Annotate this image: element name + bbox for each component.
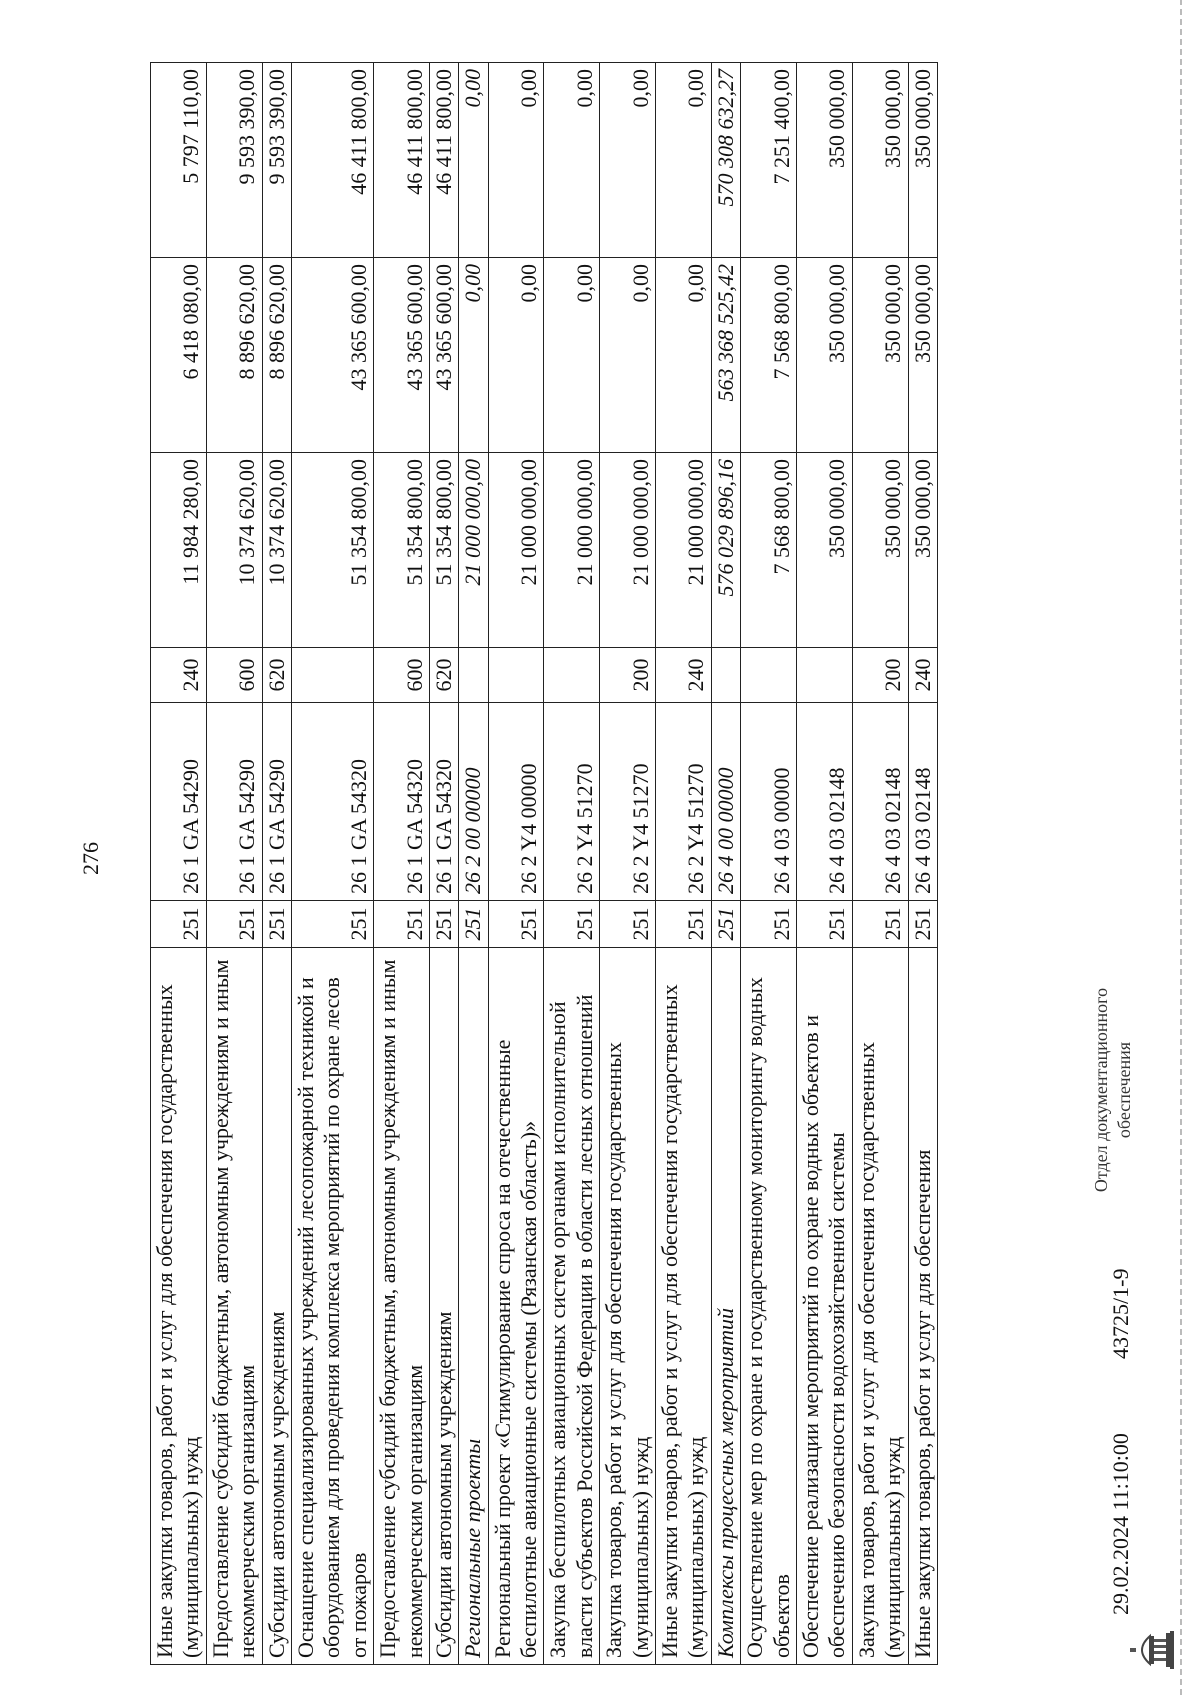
row-code-cell: 251 (711, 901, 740, 948)
footer-code: 43725/1-9 (1108, 1268, 1133, 1359)
row-expense-type-cell (796, 648, 852, 703)
row-target-article-cell: 26 1 GA 54320 (291, 703, 373, 901)
table-row (151, 63, 207, 1665)
row-code-cell: 251 (429, 901, 458, 948)
row-target-article-cell: 26 4 03 02148 (908, 703, 937, 901)
table-row (291, 63, 373, 1665)
row-expense-type-cell (459, 648, 488, 703)
row-target-article-cell: 26 1 GA 54320 (429, 703, 458, 901)
table-row (796, 63, 852, 1665)
row-value-2025-cell: 8 896 620,00 (206, 258, 262, 453)
row-value-2024-cell: 21 000 000,00 (656, 453, 712, 648)
table-row (656, 63, 712, 1665)
row-value-2025-cell: 43 365 600,00 (374, 258, 430, 453)
page-number: 276 (78, 842, 103, 875)
table-row (741, 63, 797, 1665)
row-target-article-cell: 26 2 Y4 00000 (488, 703, 544, 901)
row-code-cell: 251 (291, 901, 373, 948)
row-value-2024-cell: 11 984 280,00 (151, 453, 207, 648)
row-expense-type-cell: 240 (656, 648, 712, 703)
table-row (459, 63, 488, 1665)
row-expense-type-cell (488, 648, 544, 703)
table-row (374, 63, 430, 1665)
row-value-2025-cell: 563 368 525,42 (711, 258, 740, 453)
row-code-cell: 251 (908, 901, 937, 948)
row-expense-type-cell: 600 (206, 648, 262, 703)
row-value-2025-cell: 350 000,00 (796, 258, 852, 453)
table-row (206, 63, 262, 1665)
row-name-cell: Предоставление субсидий бюджетным, автономным учреждениям и иным некоммерческим организациям (206, 948, 262, 1665)
row-value-2025-cell: 350 000,00 (908, 258, 937, 453)
table-row (429, 63, 458, 1665)
row-target-article-cell: 26 2 Y4 51270 (656, 703, 712, 901)
row-expense-type-cell: 600 (374, 648, 430, 703)
row-value-2024-cell: 350 000,00 (796, 453, 852, 648)
table-row (600, 63, 656, 1665)
stamp-text (1090, 900, 1135, 1280)
row-value-2024-cell: 51 354 800,00 (429, 453, 458, 648)
row-value-2026-cell: 350 000,00 (852, 63, 908, 258)
row-code-cell: 251 (374, 901, 430, 948)
row-expense-type-cell: 200 (600, 648, 656, 703)
row-value-2026-cell: 5 797 110,00 (151, 63, 207, 258)
row-value-2026-cell: 0,00 (488, 63, 544, 258)
row-name-cell: Предоставление субсидий бюджетным, автономным учреждениям и иным некоммерческим организациям (374, 948, 430, 1665)
row-value-2024-cell: 7 568 800,00 (741, 453, 797, 648)
row-value-2025-cell: 7 568 800,00 (741, 258, 797, 453)
row-target-article-cell: 26 1 GA 54320 (374, 703, 430, 901)
row-value-2024-cell: 21 000 000,00 (600, 453, 656, 648)
budget-table (150, 62, 938, 1665)
table-row (544, 63, 600, 1665)
row-expense-type-cell (544, 648, 600, 703)
row-value-2024-cell: 51 354 800,00 (291, 453, 373, 648)
stamp-line-1: Отдел документационного (1091, 987, 1111, 1193)
table-row (262, 63, 291, 1665)
table-row (852, 63, 908, 1665)
row-name-cell: Региональный проект «Стимулирование спроса на отечественные беспилотные авиационные системы (Рязанская область)» (488, 948, 544, 1665)
row-value-2024-cell: 576 029 896,16 (711, 453, 740, 648)
row-value-2026-cell: 9 593 390,00 (262, 63, 291, 258)
row-name-cell: Субсидии автономным учреждениям (262, 948, 291, 1665)
row-value-2025-cell: 350 000,00 (852, 258, 908, 453)
footer-date: 29.02.2024 11:10:00 (1108, 1433, 1133, 1615)
row-expense-type-cell: 240 (151, 648, 207, 703)
row-expense-type-cell: 200 (852, 648, 908, 703)
row-value-2025-cell: 0,00 (459, 258, 488, 453)
table-row (711, 63, 740, 1665)
row-value-2026-cell: 570 308 632,27 (711, 63, 740, 258)
row-code-cell: 251 (544, 901, 600, 948)
row-target-article-cell: 26 2 Y4 51270 (544, 703, 600, 901)
row-code-cell: 251 (600, 901, 656, 948)
row-target-article-cell: 26 4 03 00000 (741, 703, 797, 901)
row-value-2024-cell: 21 000 000,00 (459, 453, 488, 648)
row-target-article-cell: 26 4 00 00000 (711, 703, 740, 901)
table-row (908, 63, 937, 1665)
row-code-cell: 251 (796, 901, 852, 948)
row-expense-type-cell: 620 (429, 648, 458, 703)
row-target-article-cell: 26 4 03 02148 (852, 703, 908, 901)
row-name-cell: Закупка беспилотных авиационных систем органами исполнительной власти субъектов Российской Федерации в области лесных отношений (544, 948, 600, 1665)
row-code-cell: 251 (459, 901, 488, 948)
row-target-article-cell: 26 1 GA 54290 (206, 703, 262, 901)
row-name-cell: Иные закупки товаров, работ и услуг для обеспечения (908, 948, 937, 1665)
row-value-2026-cell: 46 411 800,00 (429, 63, 458, 258)
row-name-cell: Иные закупки товаров, работ и услуг для обеспечения государственных (муниципальных) нужд (151, 948, 207, 1665)
row-name-cell: Закупка товаров, работ и услуг для обеспечения государственных (муниципальных) нужд (600, 948, 656, 1665)
row-value-2024-cell: 350 000,00 (908, 453, 937, 648)
row-expense-type-cell: 620 (262, 648, 291, 703)
row-value-2025-cell: 0,00 (544, 258, 600, 453)
row-value-2026-cell: 7 251 400,00 (741, 63, 797, 258)
row-value-2026-cell: 46 411 800,00 (291, 63, 373, 258)
row-target-article-cell: 26 1 GA 54290 (262, 703, 291, 901)
scan-edge-line (1180, 0, 1182, 1695)
row-code-cell: 251 (151, 901, 207, 948)
row-target-article-cell: 26 2 00 00000 (459, 703, 488, 901)
row-name-cell: Иные закупки товаров, работ и услуг для обеспечения государственных (муниципальных) нужд (656, 948, 712, 1665)
row-value-2025-cell: 6 418 080,00 (151, 258, 207, 453)
emblem-logo-icon (1130, 1630, 1181, 1670)
row-value-2024-cell: 10 374 620,00 (262, 453, 291, 648)
row-value-2026-cell: 350 000,00 (796, 63, 852, 258)
row-value-2026-cell: 0,00 (544, 63, 600, 258)
row-value-2025-cell: 43 365 600,00 (291, 258, 373, 453)
row-value-2025-cell: 8 896 620,00 (262, 258, 291, 453)
row-name-cell: Комплексы процессных мероприятий (711, 948, 740, 1665)
row-code-cell: 251 (206, 901, 262, 948)
row-value-2024-cell: 51 354 800,00 (374, 453, 430, 648)
row-name-cell: Субсидии автономным учреждениям (429, 948, 458, 1665)
row-code-cell: 251 (656, 901, 712, 948)
row-value-2025-cell: 43 365 600,00 (429, 258, 458, 453)
row-value-2024-cell: 350 000,00 (852, 453, 908, 648)
row-expense-type-cell (741, 648, 797, 703)
row-value-2026-cell: 0,00 (656, 63, 712, 258)
row-expense-type-cell: 240 (908, 648, 937, 703)
row-value-2026-cell: 350 000,00 (908, 63, 937, 258)
row-expense-type-cell (291, 648, 373, 703)
row-value-2024-cell: 10 374 620,00 (206, 453, 262, 648)
row-code-cell: 251 (488, 901, 544, 948)
row-value-2026-cell: 9 593 390,00 (206, 63, 262, 258)
table-body (151, 63, 938, 1665)
row-value-2024-cell: 21 000 000,00 (488, 453, 544, 648)
stamp-line-2: обеспечения (1113, 1041, 1134, 1139)
row-name-cell: Региональные проекты (459, 948, 488, 1665)
table-row (488, 63, 544, 1665)
row-name-cell: Осуществление мер по охране и государственному мониторингу водных объектов (741, 948, 797, 1665)
row-expense-type-cell (711, 648, 740, 703)
row-value-2026-cell: 46 411 800,00 (374, 63, 430, 258)
row-name-cell: Закупка товаров, работ и услуг для обеспечения государственных (муниципальных) нужд (852, 948, 908, 1665)
row-code-cell: 251 (262, 901, 291, 948)
row-value-2026-cell: 0,00 (459, 63, 488, 258)
row-value-2024-cell: 21 000 000,00 (544, 453, 600, 648)
row-value-2025-cell: 0,00 (600, 258, 656, 453)
row-target-article-cell: 26 2 Y4 51270 (600, 703, 656, 901)
row-name-cell: Обеспечение реализации мероприятий по охране водных объектов и обеспечению безопасности водохозяйственной системы (796, 948, 852, 1665)
row-value-2025-cell: 0,00 (488, 258, 544, 453)
row-code-cell: 251 (741, 901, 797, 948)
row-value-2026-cell: 0,00 (600, 63, 656, 258)
row-value-2025-cell: 0,00 (656, 258, 712, 453)
row-target-article-cell: 26 4 03 02148 (796, 703, 852, 901)
row-target-article-cell: 26 1 GA 54290 (151, 703, 207, 901)
row-code-cell: 251 (852, 901, 908, 948)
row-name-cell: Оснащение специализированных учреждений лесопожарной техникой и оборудованием для проведения комплекса мероприятий по охране лесов от пожаров (291, 948, 373, 1665)
